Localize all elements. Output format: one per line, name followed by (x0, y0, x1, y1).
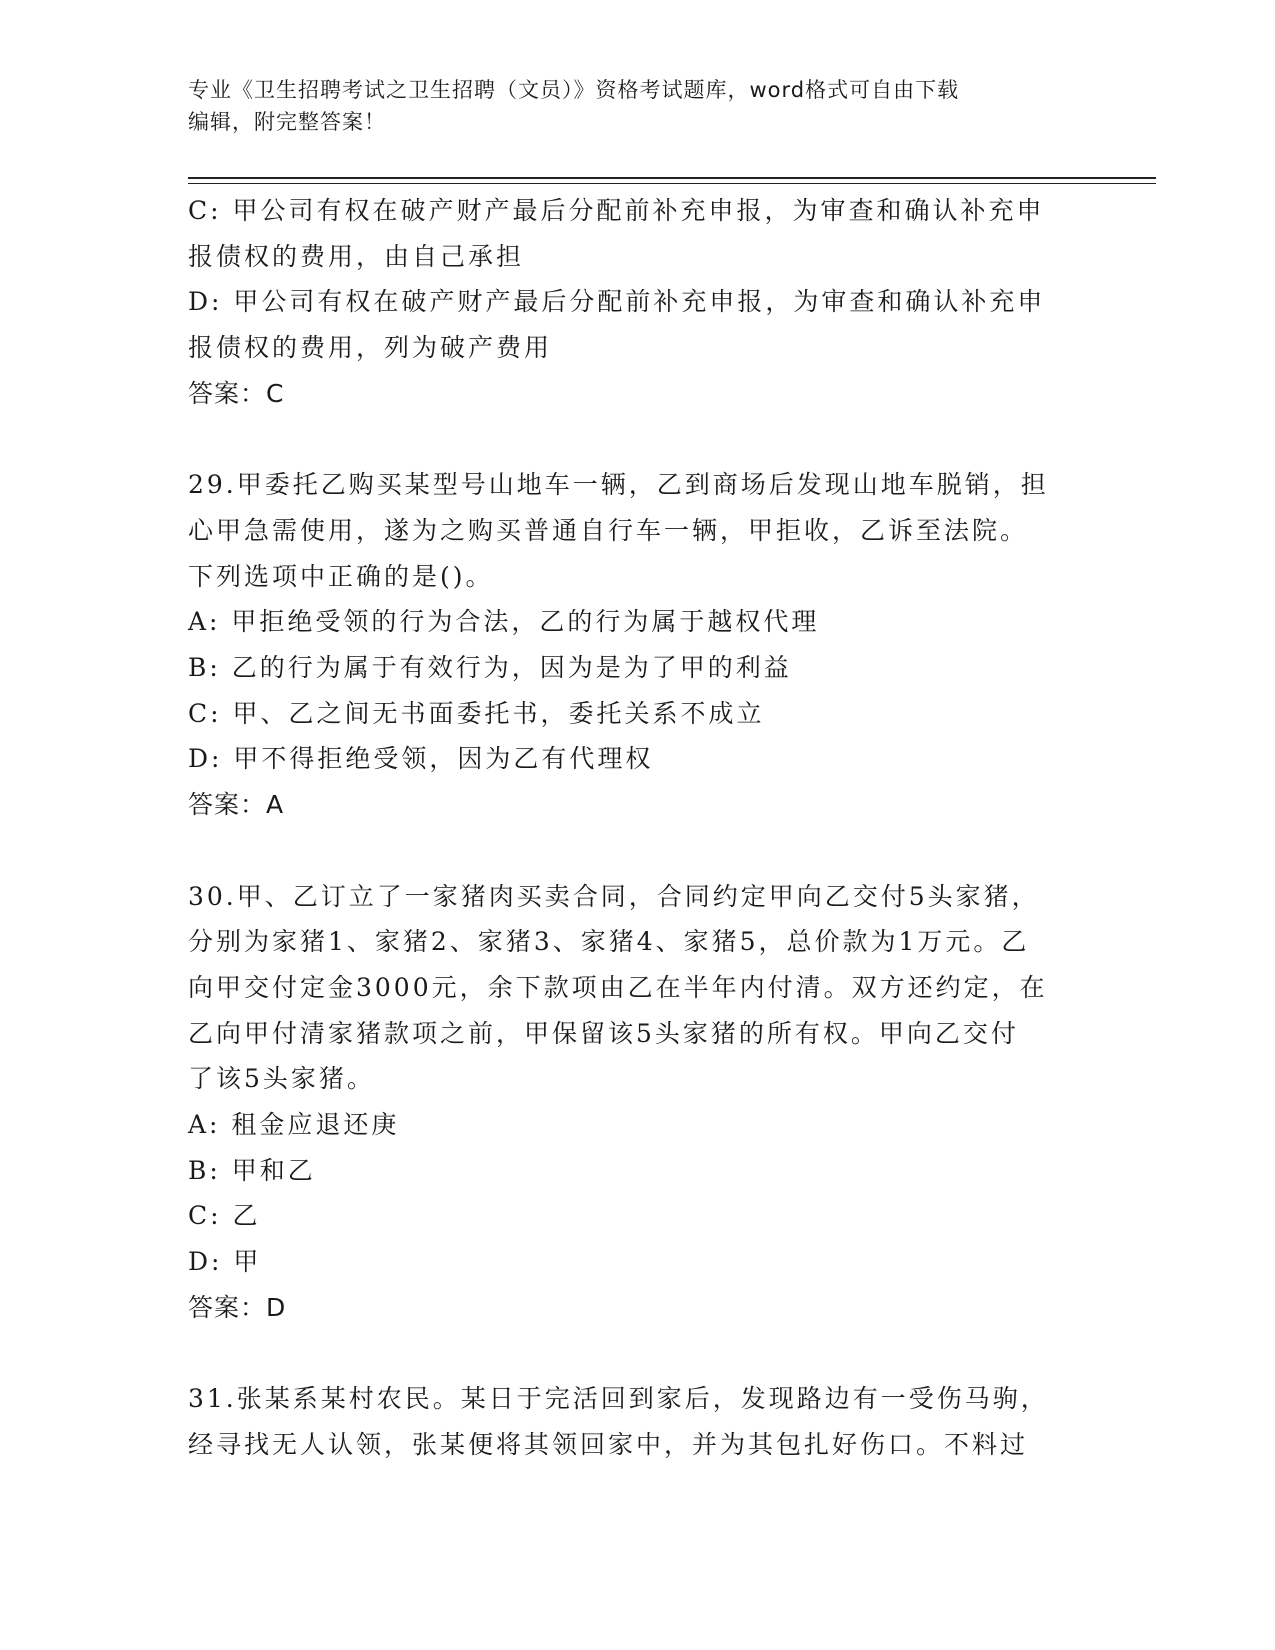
header-line-2: 编辑，附完整答案！ (188, 110, 386, 134)
document-header (188, 74, 1088, 138)
question-stem-line: 向甲交付定金3000元，余下款项由乙在半年内付清。双方还约定，在 (188, 972, 1048, 1002)
spacer (188, 1331, 1078, 1377)
question-28 (188, 188, 1078, 417)
question-stem-line: 了该5头家猪。 (188, 1064, 375, 1094)
question-31 (188, 1376, 1078, 1467)
spacer (188, 417, 1078, 463)
question-stem-line: 分别为家猪1、家猪2、家猪3、家猪4、家猪5，总价款为1万元。乙 (188, 927, 1030, 957)
spacer (188, 828, 1078, 874)
header-line-1: 专业《卫生招聘考试之卫生招聘（文员）》资格考试题库，word格式可自由下载 (188, 78, 960, 102)
option-b: B: 乙的行为属于有效行为，因为是为了甲的利益 (188, 653, 792, 683)
question-stem-line: 29.甲委托乙购买某型号山地车一辆，乙到商场后发现山地车脱销，担 (188, 470, 1049, 500)
question-stem-line: 心甲急需使用，遂为之购买普通自行车一辆，甲拒收，乙诉至法院。 (188, 515, 1029, 545)
answer-30: 答案：D (188, 1292, 287, 1322)
option-a: A: 租金应退还庚 (188, 1110, 400, 1140)
option-d-line-1: D: 甲公司有权在破产财产最后分配前补充申报，为审查和确认补充申 (188, 287, 1046, 317)
option-c-line-2: 报债权的费用，由自己承担 (188, 241, 525, 271)
question-stem-line: 乙向甲付清家猪款项之前，甲保留该5头家猪的所有权。甲向乙交付 (188, 1018, 1019, 1048)
option-a: A: 甲拒绝受领的行为合法，乙的行为属于越权代理 (188, 607, 820, 637)
question-stem-line: 31.张某系某村农民。某日于完活回到家后，发现路边有一受伤马驹， (188, 1384, 1049, 1414)
question-stem-line: 下列选项中正确的是()。 (188, 561, 494, 591)
option-c: C: 甲、乙之间无书面委托书，委托关系不成立 (188, 698, 765, 728)
option-d-line-2: 报债权的费用，列为破产费用 (188, 333, 553, 363)
option-c-line-1: C: 甲公司有权在破产财产最后分配前补充申报，为审查和确认补充申 (188, 196, 1045, 225)
header-rule-thick (188, 177, 1156, 179)
document-body (188, 188, 1078, 1468)
option-b: B: 甲和乙 (188, 1155, 316, 1185)
option-d: D: 甲 (188, 1247, 262, 1277)
question-29 (188, 462, 1078, 828)
question-stem-line: 30.甲、乙订立了一家猪肉买卖合同，合同约定甲向乙交付5头家猪， (188, 881, 1040, 911)
option-d: D: 甲不得拒绝受领，因为乙有代理权 (188, 744, 654, 774)
question-stem-line: 经寻找无人认领，张某便将其领回家中，并为其包扎好伤口。不料过 (188, 1429, 1029, 1459)
option-c: C: 乙 (188, 1201, 261, 1231)
answer-28: 答案：C (188, 378, 285, 408)
question-30 (188, 874, 1078, 1331)
answer-29: 答案：A (188, 790, 285, 820)
header-rule-thin (188, 183, 1156, 184)
